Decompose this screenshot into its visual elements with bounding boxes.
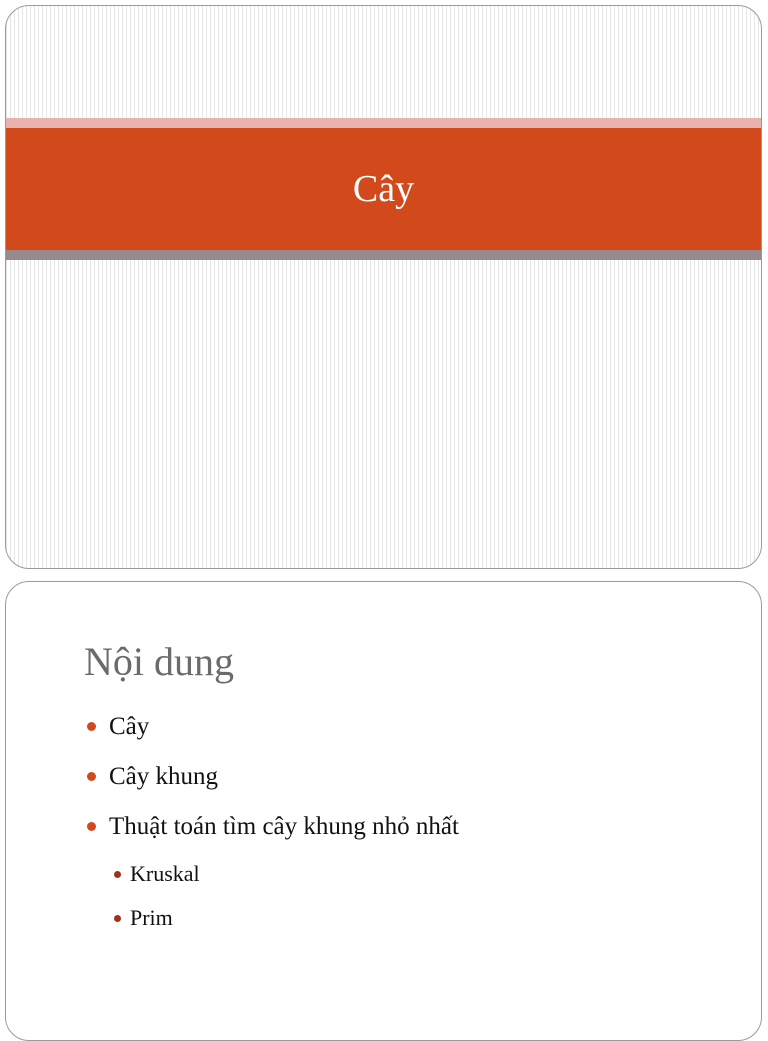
bullet-text: Cây	[109, 713, 150, 740]
contents-slide	[5, 581, 762, 1041]
title-band-bottom-stripe	[6, 250, 761, 260]
title-slide	[5, 5, 762, 569]
bullet-text: Cây khung	[109, 763, 219, 790]
sub-bullet-dot-icon	[114, 915, 121, 922]
contents-heading: Nội dung	[84, 639, 234, 684]
sub-bullet-text: Prim	[130, 905, 173, 930]
contents-bullet-list	[84, 702, 459, 940]
bullet-dot-icon	[87, 822, 96, 831]
bullet-dot-icon	[87, 772, 96, 781]
title-band-top-stripe	[6, 118, 761, 128]
bullet-text: Thuật toán tìm cây khung nhỏ nhất	[109, 813, 459, 840]
sub-bullet-item-kruskal	[84, 852, 459, 896]
sub-bullet-item-prim	[84, 896, 459, 940]
slide-title: Cây	[352, 168, 415, 210]
sub-bullet-dot-icon	[114, 871, 121, 878]
sub-bullet-text: Kruskal	[130, 861, 200, 886]
bullet-dot-icon	[87, 722, 96, 731]
bullet-item-mst-algorithm	[84, 802, 459, 852]
bullet-item-spanning-tree	[84, 752, 459, 802]
bullet-item-tree	[84, 702, 459, 752]
title-band	[6, 128, 761, 250]
